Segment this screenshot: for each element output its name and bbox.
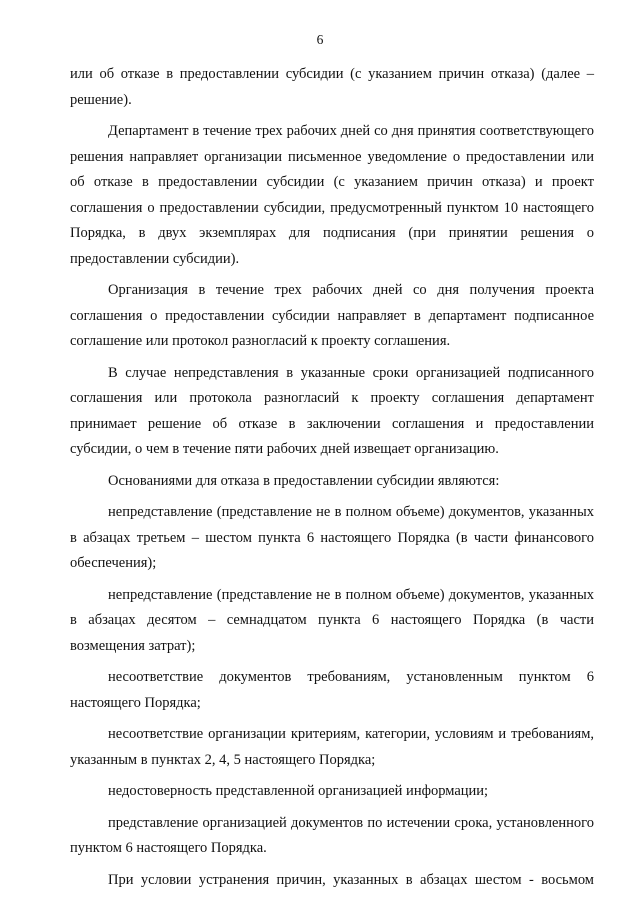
paragraph-grounds-heading: Основаниями для отказа в предоставлении субсидии являются: — [108, 472, 500, 489]
paragraph-non-submission: В случае непредставления в указанные сроки организацией подписанного соглашения или протокола разногласий к проекту соглашения департамент принимает решение об отказе в заключении соглашения и предоставлении субсидии, о чем в течение пяти рабочих дней извещает организацию. — [70, 364, 594, 457]
paragraph-organization-response: Организация в течение трех рабочих дней со дня получения проекта соглашения о предоставлении субсидии направляет в департамент подписанное соглашение или протокол разногласий к проекту соглашения. — [70, 282, 594, 349]
paragraph-ground-4: несоответствие организации критериям, категории, условиям и требованиям, указанным в пунктах 2, 4, 5 настоящего Порядка; — [70, 726, 594, 768]
paragraph-ground-6: представление организацией документов по истечении срока, установленного пунктом 6 настоящего Порядка. — [70, 814, 594, 856]
paragraph-continuation: или об отказе в предоставлении субсидии (с указанием причин отказа) (далее – решение). — [70, 66, 594, 108]
paragraph-ground-3: несоответствие документов требованиям, установленным пунктом 6 настоящего Порядка; — [70, 669, 594, 711]
paragraph-final-condition: При условии устранения причин, указанных в абзацах шестом - восьмом — [108, 871, 594, 888]
paragraph-ground-1: непредставление (представление не в полном объеме) документов, указанных в абзацах третьем – шестом пункта 6 настоящего Порядка (в части финансового обеспечения); — [70, 504, 594, 571]
paragraph-ground-2: непредставление (представление не в полном объеме) документов, указанных в абзацах десятом – семнадцатом пункта 6 настоящего Порядка (в части возмещения затрат); — [70, 586, 594, 654]
document-body — [70, 62, 594, 893]
paragraph-department-notice: Департамент в течение трех рабочих дней со дня принятия соответствующего решения направляет организации письменное уведомление о предоставлении или об отказе в предоставлении субсидии (с указанием причин отказа) и проект соглашения о предоставлении субсидии, предусмотренный пунктом 10 настоящего Порядка, в двух экземплярах для подписания (при принятии решения о предоставлении субсидии). — [70, 123, 594, 267]
paragraph-ground-5: недостоверность представленной организацией информации; — [108, 783, 489, 799]
page-number: 6 — [316, 32, 324, 47]
